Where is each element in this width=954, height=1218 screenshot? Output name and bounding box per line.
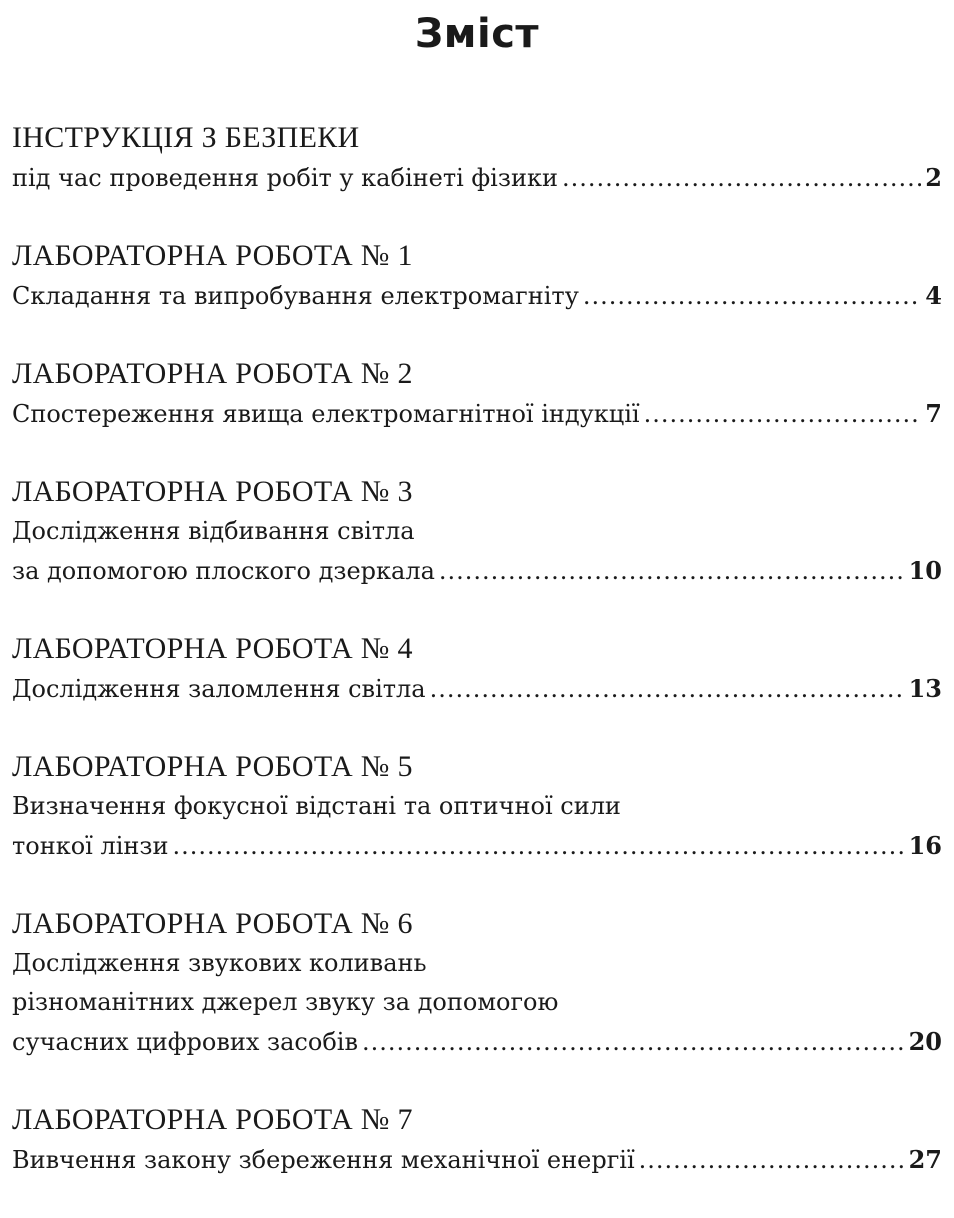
toc-entry-leader-line[interactable] (12, 669, 942, 709)
toc-entry-title: Вивчення закону збереження механічної енергії (12, 1146, 635, 1174)
dot-leader (362, 1023, 905, 1062)
table-of-contents (12, 118, 942, 1218)
toc-entry-title: під час проведення робіт у кабінеті фізики (12, 164, 558, 192)
toc-entry-lab-6 (12, 904, 942, 1062)
toc-page-number: 2 (925, 163, 942, 192)
toc-page-number: 13 (908, 674, 942, 703)
toc-entry-heading: ЛАБОРАТОРНА РОБОТА № 3 (12, 475, 413, 508)
toc-page-number: 7 (925, 399, 942, 428)
toc-entry-leader-line[interactable] (12, 826, 942, 866)
toc-entry-title-line: різноманітних джерел звуку за допомогою (12, 988, 559, 1016)
toc-entry-lab-1 (12, 236, 942, 316)
toc-page-number: 4 (925, 281, 942, 310)
toc-entry-heading: ЛАБОРАТОРНА РОБОТА № 4 (12, 632, 413, 665)
toc-entry-leader-line[interactable] (12, 1022, 942, 1062)
toc-entry-title: Спостереження явища електромагнітної індукції (12, 400, 640, 428)
toc-entry-heading: ЛАБОРАТОРНА РОБОТА № 6 (12, 907, 413, 940)
toc-page-number: 10 (908, 556, 942, 585)
toc-entry-leader-line[interactable] (12, 1140, 942, 1180)
toc-entry-title: сучасних цифрових засобів (12, 1028, 358, 1056)
toc-entry-leader-line[interactable] (12, 551, 942, 591)
page-title: Зміст (414, 11, 540, 57)
toc-entry-title-line: Визначення фокусної відстані та оптичної сили (12, 792, 621, 820)
toc-page-number: 27 (908, 1145, 942, 1174)
dot-leader (639, 1141, 905, 1180)
toc-entry-safety (12, 118, 942, 198)
toc-entry-lab-2 (12, 354, 942, 434)
dot-leader (562, 159, 921, 198)
toc-entry-heading: ІНСТРУКЦІЯ З БЕЗПЕКИ (12, 121, 360, 154)
toc-entry-lab-4 (12, 629, 942, 709)
toc-page-number: 16 (908, 831, 942, 860)
toc-page-number: 20 (908, 1027, 942, 1056)
toc-entry-title-line: Дослідження відбивання світла (12, 517, 415, 545)
toc-entry-title-line: Дослідження звукових коливань (12, 949, 427, 977)
toc-entry-lab-7 (12, 1100, 942, 1180)
toc-entry-title: Складання та випробування електромагніту (12, 282, 579, 310)
toc-entry-heading: ЛАБОРАТОРНА РОБОТА № 1 (12, 239, 413, 272)
toc-entry-leader-line[interactable] (12, 394, 942, 434)
toc-entry-heading: ЛАБОРАТОРНА РОБОТА № 2 (12, 357, 413, 390)
toc-entry-heading: ЛАБОРАТОРНА РОБОТА № 7 (12, 1103, 413, 1136)
toc-entry-heading: ЛАБОРАТОРНА РОБОТА № 5 (12, 750, 413, 783)
toc-entry-title: тонкої лінзи (12, 832, 169, 860)
toc-entry-leader-line[interactable] (12, 276, 942, 316)
dot-leader (439, 552, 905, 591)
toc-entry-lab-3 (12, 472, 942, 591)
dot-leader (644, 395, 922, 434)
toc-entry-title: Дослідження заломлення світла (12, 675, 426, 703)
toc-entry-leader-line[interactable] (12, 158, 942, 198)
toc-entry-title: за допомогою плоского дзеркала (12, 557, 435, 585)
dot-leader (172, 827, 904, 866)
dot-leader (583, 277, 921, 316)
toc-entry-lab-5 (12, 747, 942, 866)
dot-leader (430, 670, 905, 709)
